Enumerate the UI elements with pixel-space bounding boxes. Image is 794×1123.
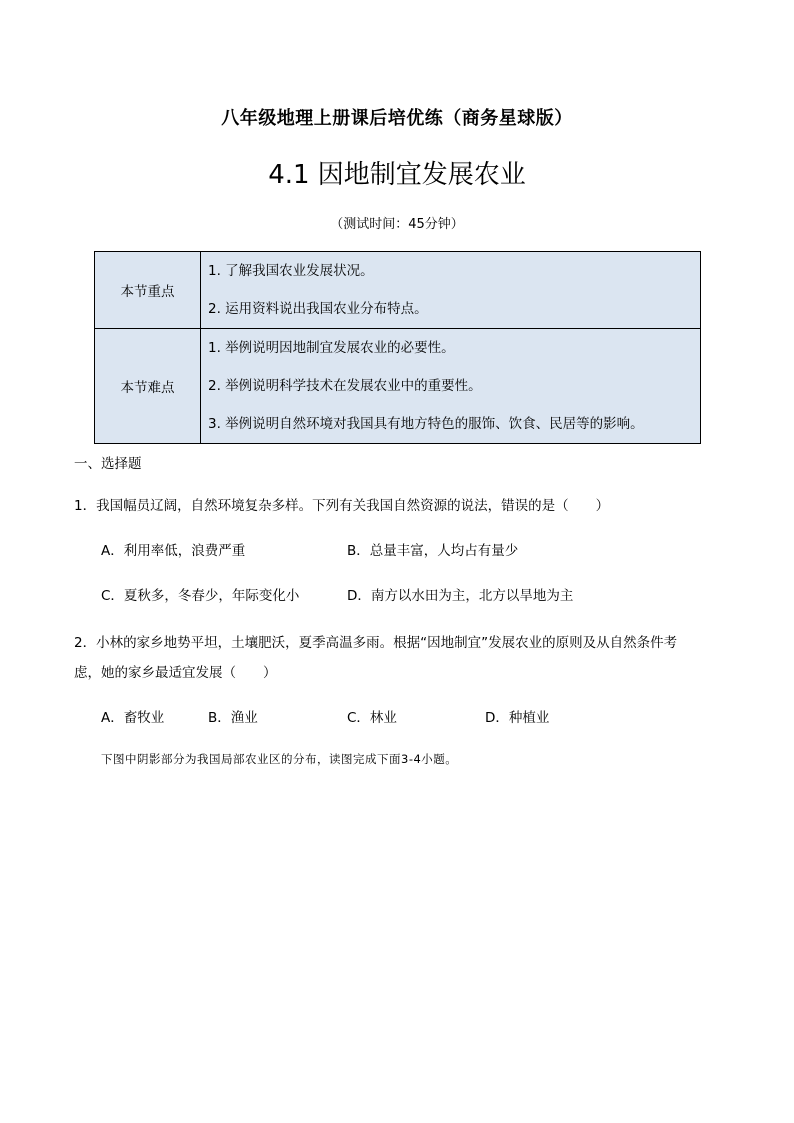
difficult-point-item: 2. 举例说明科学技术在发展农业中的重要性。 <box>208 378 482 394</box>
question-2-option-a: A．畜牧业 <box>101 710 165 726</box>
test-time-subtitle: （测试时间：45分钟） <box>330 217 464 232</box>
difficult-points-content <box>201 329 701 444</box>
question-2-stem-line-2: 虑，她的家乡最适宜发展（ ） <box>74 665 277 681</box>
table-row-difficult-points <box>95 329 701 444</box>
question-2-option-b: B．渔业 <box>208 710 258 726</box>
key-points-table <box>94 251 701 444</box>
difficult-point-item: 1. 举例说明因地制宜发展农业的必要性。 <box>208 340 455 356</box>
question-2-option-c: C．林业 <box>347 710 397 726</box>
key-points-content <box>201 252 701 329</box>
section-heading: 一、选择题 <box>74 456 142 472</box>
map-reading-note: 下图中阴影部分为我国局部农业区的分布，读图完成下面3-4小题。 <box>101 752 458 766</box>
difficult-point-item: 3. 举例说明自然环境对我国具有地方特色的服饰、饮食、民居等的影响。 <box>208 416 644 432</box>
question-1-option-a: A．利用率低，浪费严重 <box>101 543 246 559</box>
question-2-option-d: D．种植业 <box>485 710 550 726</box>
page-title: 4.1 因地制宜发展农业 <box>268 160 526 190</box>
question-2-stem-line-1: 2．小林的家乡地势平坦，土壤肥沃，夏季高温多雨。根据“因地制宜”发展农业的原则及从自然条件考 <box>74 635 678 651</box>
table-row-key-points <box>95 252 701 329</box>
difficult-points-label: 本节难点 <box>95 329 201 444</box>
question-1-stem: 1．我国幅员辽阔，自然环境复杂多样。下列有关我国自然资源的说法，错误的是（ ） <box>74 498 610 514</box>
key-point-item: 2. 运用资料说出我国农业分布特点。 <box>208 301 428 317</box>
question-1-option-d: D．南方以水田为主，北方以旱地为主 <box>347 588 574 604</box>
key-point-item: 1. 了解我国农业发展状况。 <box>208 263 374 279</box>
question-1-option-b: B．总量丰富，人均占有量少 <box>347 543 519 559</box>
question-1-option-c: C．夏秋多，冬春少，年际变化小 <box>101 588 300 604</box>
key-points-label: 本节重点 <box>95 252 201 329</box>
series-title: 八年级地理上册课后培优练（商务星球版） <box>221 108 573 129</box>
